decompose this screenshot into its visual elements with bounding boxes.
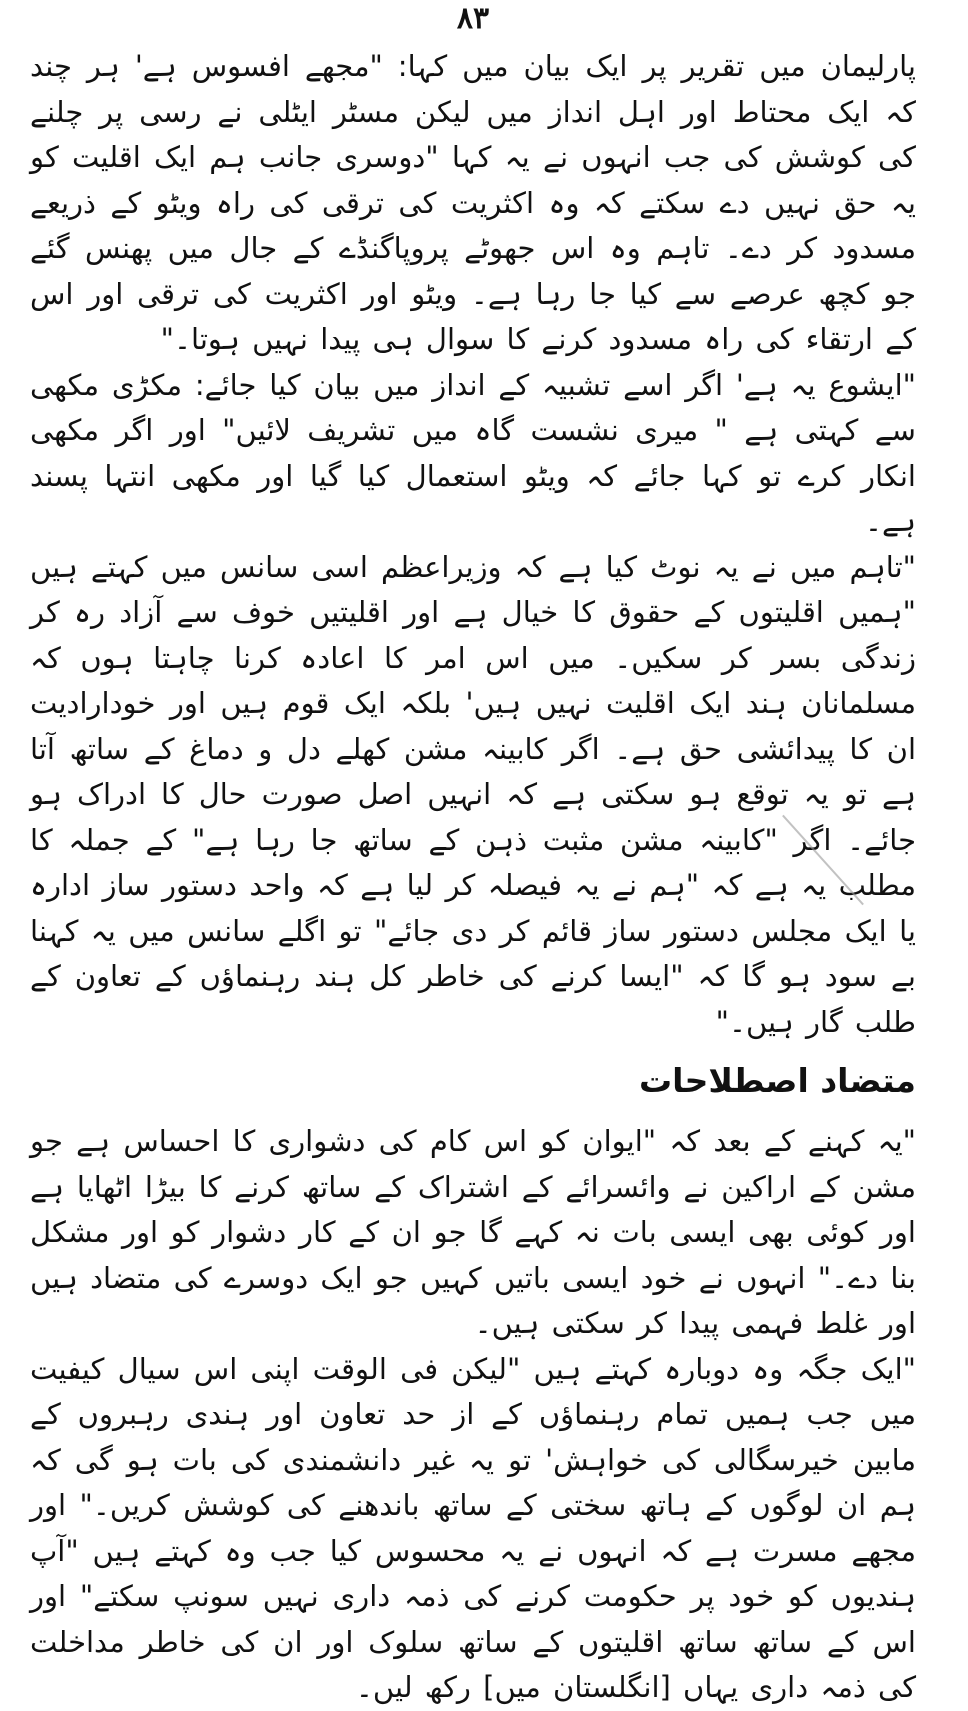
section-heading: متضاد اصطلاحات [639,1061,916,1100]
paragraph-contradictions: "یہ کہنے کے بعد کہ "ایوان کو اس کام کی دشواری کا احساس ہے جو مشن کے اراکین نے وائسرائے کے اشتراک کے ساتھ کرنے کا بیڑا اٹھایا ہے اور کوئی بھی ایسی بات نہ کہے گا جو ان کے کار دشوار کو اور مشکل بنا دے۔" انہوں نے خود ایسی باتیں کہیں جو ایک دوسرے کی متضاد ہیں اور غلط فہمی پیدا کر سکتی ہیں۔ [30,1124,916,1340]
paragraph-minorities-rights: "تاہم میں نے یہ نوٹ کیا ہے کہ وزیراعظم اسی سانس میں کہتے ہیں "ہمیں اقلیتوں کے حقوق کا خیال ہے اور اقلیتیں خوف سے آزاد رہ کر زندگی بسر کر سکیں۔ میں اس امر کا اعادہ کرنا چاہتا ہوں کہ مسلمانان ہند ایک اقلیت نہیں ہیں' بلکہ ایک قوم ہیں اور خودارادیت ان کا پیدائشی حق ہے۔ اگر کابینہ مشن کھلے دل و دماغ کے ساتھ آتا ہے تو یہ توقع ہو سکتی ہے کہ انہیں اصل صورت حال کا ادراک ہو جائے۔ اگر "کابینہ مشن مثبت ذہن کے ساتھ جا رہا ہے" کے جملہ کا مطلب یہ ہے کہ "ہم نے یہ فیصلہ کر لیا ہے کہ واحد دستور ساز ادارہ یا ایک مجلس دستور ساز قائم کر دی جائے" تو اگلے سانس میں یہ کہنا بے سود ہو گا کہ "ایسا کرنے کی خاطر کل ہند رہنماؤں کے تعاون کے طلب گار ہیں۔" [30,549,916,1039]
paragraph-spider-fly-analogy: "ایشوع یہ ہے' اگر اسے تشبیہ کے انداز میں بیان کیا جائے: مکڑی مکھی سے کہتی ہے " میری نشست گاہ میں تشریف لائیں" اور اگر مکھی انکار کرے تو کہا جائے کہ ویٹو استعمال کیا گیا اور مکھی انتہا پسند ہے۔ [30,367,916,538]
page-number: ۸۳ [456,1,490,36]
paragraph-attlee-statement: پارلیمان میں تقریر پر ایک بیان میں کہا: "مجھے افسوس ہے' ہر چند کہ ایک محتاط اور اہل انداز میں لیکن مسٹر ایٹلی نے رسی پر چلنے کی کوشش کی جب انہوں نے یہ کہا "دوسری جانب ہم ایک اقلیت کو یہ حق نہیں دے سکتے کہ وہ اکثریت کی ترقی کی راہ ویٹو کے ذریعے مسدود کر دے۔ تاہم وہ اس جھوٹے پروپاگنڈے کے جال میں پھنس گئے جو کچھ عرصے سے کیا جا رہا ہے۔ ویٹو اور اکثریت کی ترقی اور اس کے ارتقاء کی راہ مسدود کرنے کا سوال ہی پیدا نہیں ہوتا۔" [30,49,916,356]
paragraph-fluid-condition: "ایک جگہ وہ دوبارہ کہتے ہیں "لیکن فی الوقت اپنی اس سیال کیفیت میں جب ہمیں تمام رہنماؤں کے از حد تعاون اور ہندی رہبروں کے مابین خیرسگالی کی خواہش' تو یہ غیر دانشمندی کی بات ہو گی کہ ہم ان لوگوں کے ہاتھ سختی کے ساتھ باندھنے کی کوشش کریں۔" اور مجھے مسرت ہے کہ انہوں نے یہ محسوس کیا جب وہ کہتے ہیں "آپ ہندیوں کو خود پر حکومت کرنے کی ذمہ داری نہیں سونپ سکتے" اور اس کے ساتھ ساتھ اقلیتوں کے ساتھ سلوک اور ان کی خاطر مداخلت کی ذمہ داری یہاں [انگلستان میں] رکھ لیں۔ [30,1351,916,1704]
